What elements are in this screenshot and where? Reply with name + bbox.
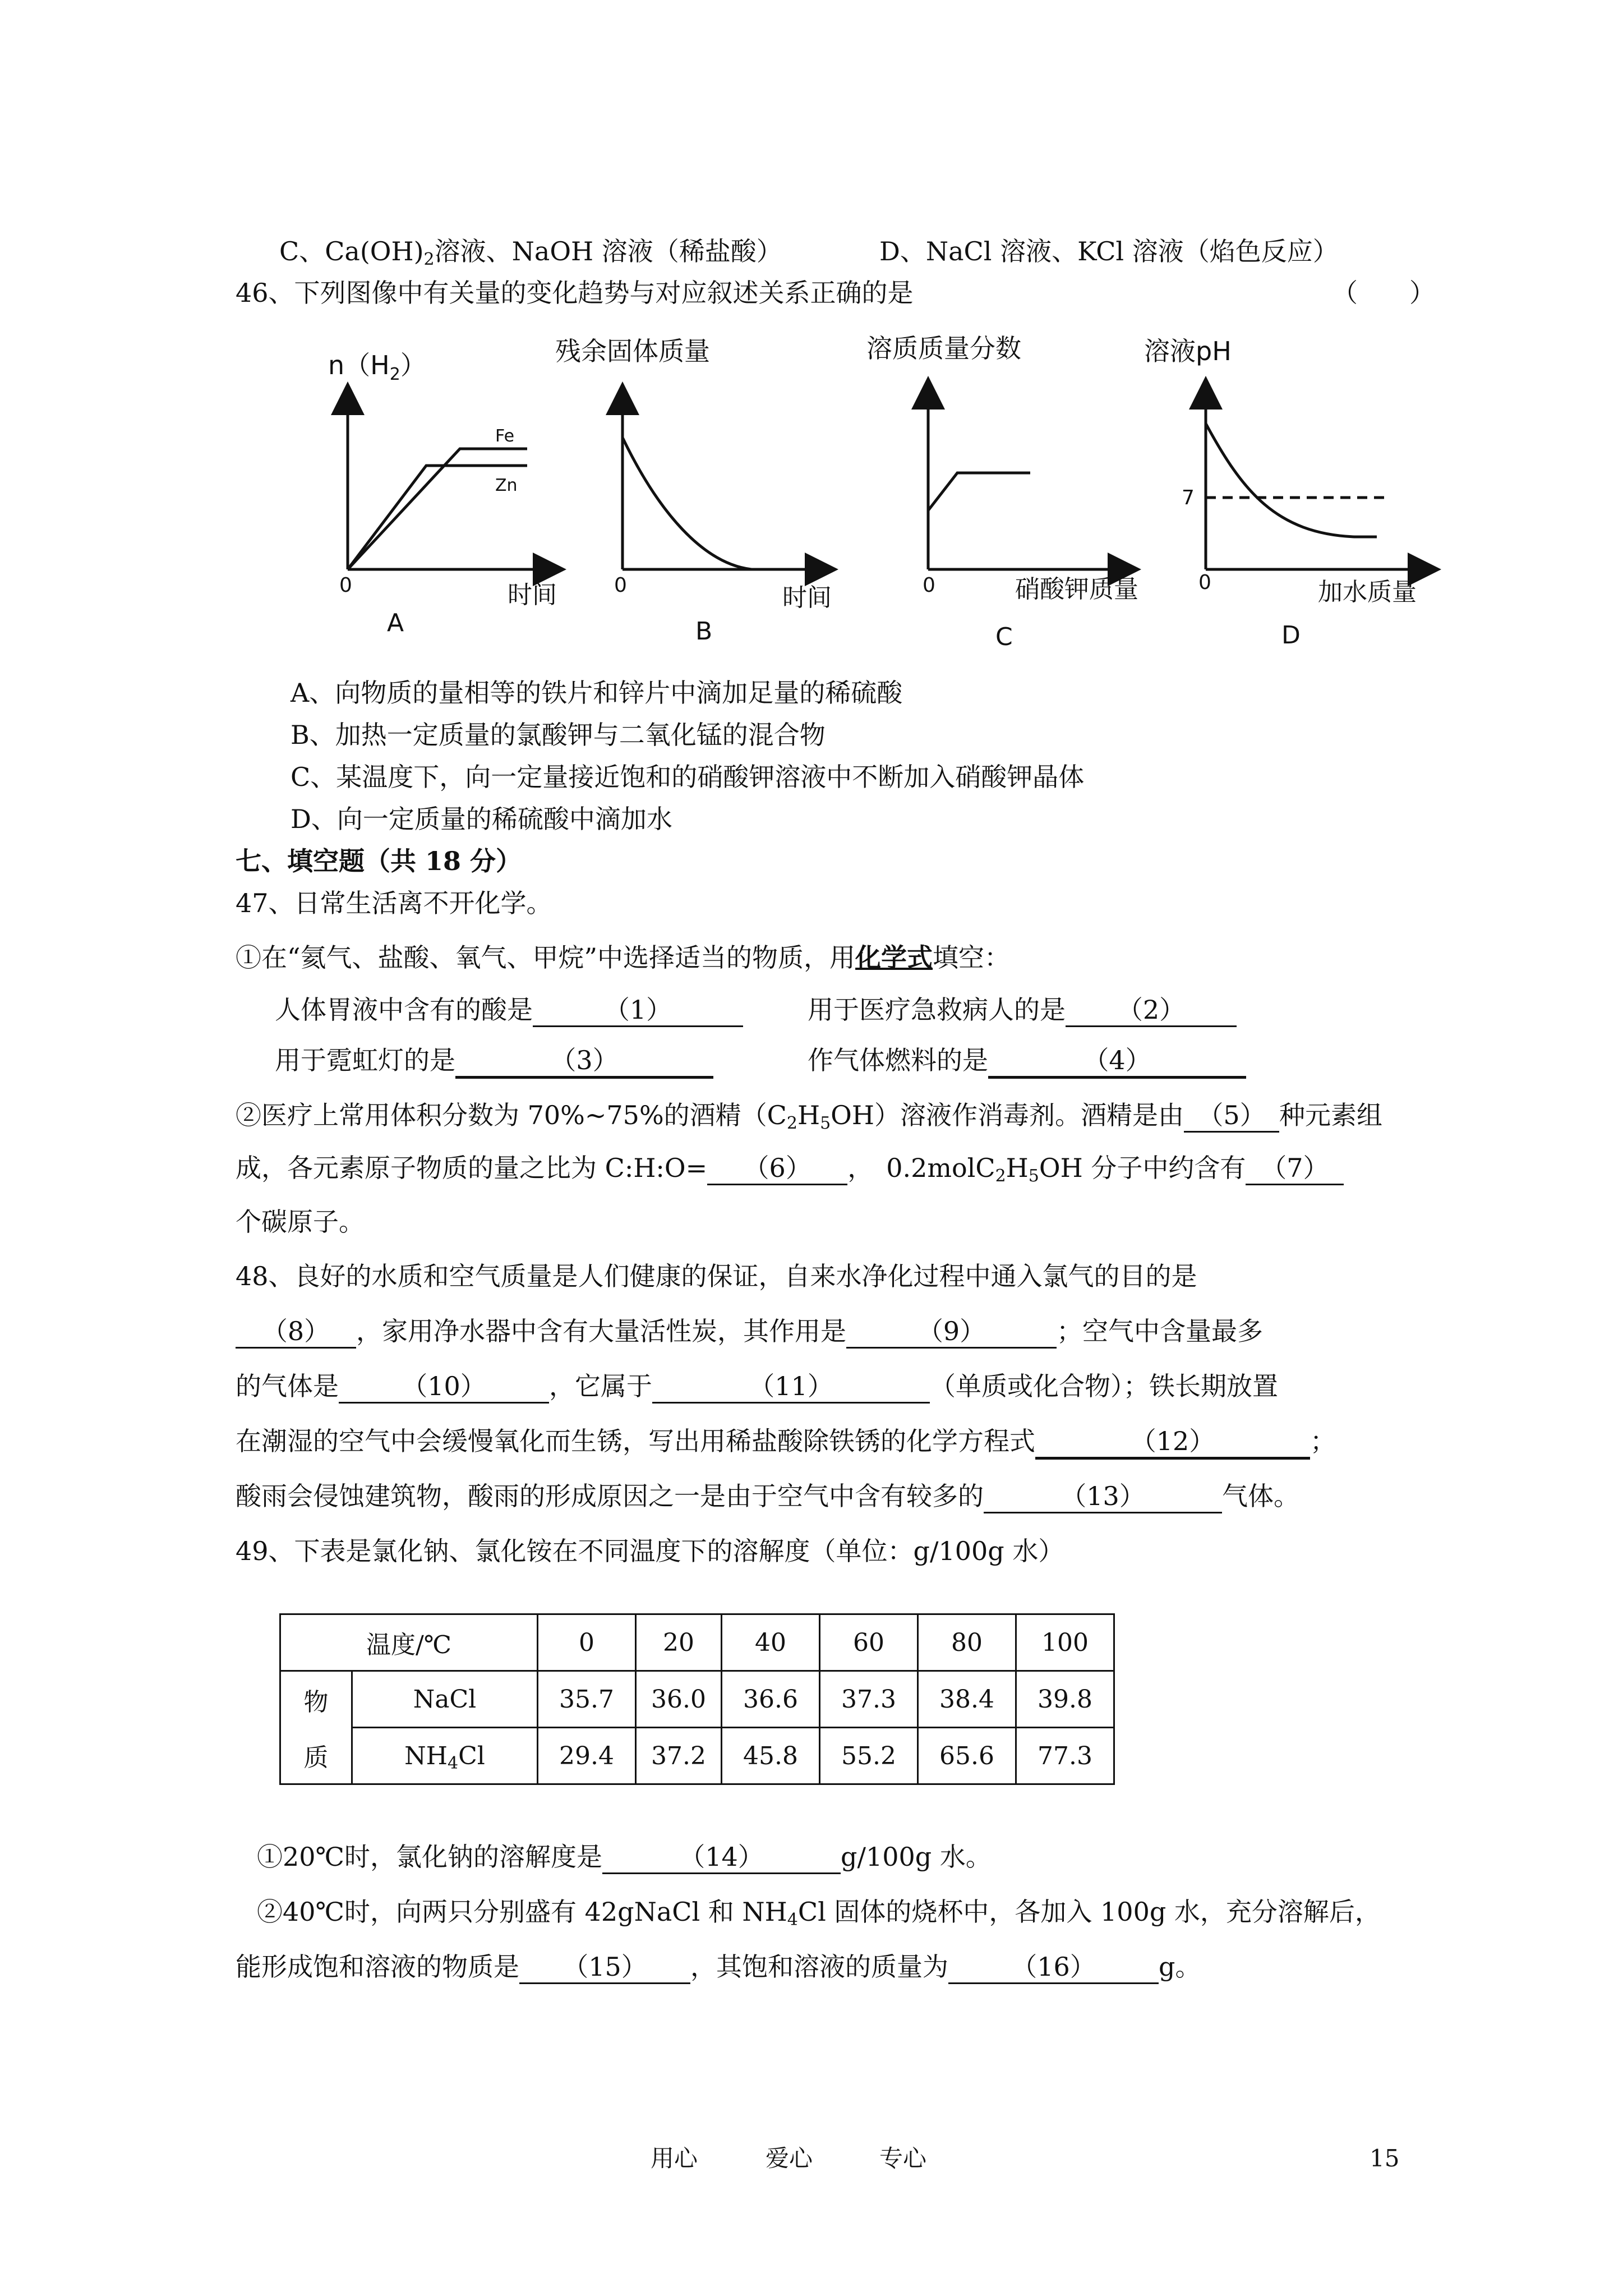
- blank-7[interactable]: （7）: [1246, 1152, 1344, 1185]
- table-cell: 37.3: [820, 1671, 918, 1728]
- graph-b-axes: [623, 398, 822, 569]
- table-header-temp: 温度/℃: [280, 1614, 538, 1671]
- q48-line3: 的气体是 （10） ，它属于 （11） （单质或化合物）；铁长期放置: [236, 1369, 1278, 1404]
- graph-c-axes: [928, 393, 1124, 569]
- blank-14[interactable]: （14）: [602, 1841, 841, 1874]
- q46-option-a: A、向物质的量相等的铁片和锌片中滴加足量的稀硫酸: [291, 678, 903, 708]
- graph-a-zn-label: Zn: [495, 476, 518, 495]
- table-substance: NaCl: [352, 1671, 538, 1728]
- table-cell: 37.2: [636, 1728, 722, 1784]
- blank-9[interactable]: （9）: [846, 1315, 1057, 1349]
- blank-3[interactable]: （3）: [455, 1045, 713, 1079]
- q46-option-b: B、加热一定质量的氯酸钾与二氧化锰的混合物: [291, 720, 826, 750]
- blank-12[interactable]: （12）: [1035, 1425, 1310, 1460]
- table-cell: 35.7: [538, 1671, 636, 1728]
- table-cell: 36.6: [722, 1671, 820, 1728]
- graph-b-caption: B: [695, 617, 713, 646]
- q49-stem: 49、下表是氯化钠、氯化铵在不同温度下的溶解度（单位：g/100g 水）: [236, 1536, 1064, 1566]
- graph-d-curve: [1206, 424, 1377, 537]
- q47-part2-line3: 个碳原子。: [236, 1207, 365, 1237]
- table-cell: 36.0: [636, 1671, 722, 1728]
- graph-a-xlabel: 时间: [508, 581, 557, 609]
- graph-a-caption: A: [387, 609, 404, 637]
- q46-graphs: [317, 328, 1455, 665]
- table-cell: 55.2: [820, 1728, 918, 1784]
- q47-part1-intro: ①在“氦气、盐酸、氧气、甲烷”中选择适当的物质，用化学式填空：: [236, 942, 1011, 973]
- solubility-table: [279, 1613, 1115, 1785]
- blank-2[interactable]: （2）: [1066, 994, 1237, 1027]
- q47-part2-line2: 成，各元素原子物质的量之比为 C:H:O= （6） ， $0.2molC_2H_5OH$ 分子中约含有 （7）: [236, 1151, 1344, 1185]
- q45-option-c: C、$Ca(OH)_2$溶液、NaOH 溶液（稀盐酸）: [279, 236, 782, 269]
- graph-b-origin: 0: [614, 574, 627, 597]
- blank-1[interactable]: （1）: [533, 994, 743, 1027]
- graph-b-curve: [623, 438, 751, 569]
- q45-option-d: D、NaCl 溶液、KCl 溶液（焰色反应）: [879, 236, 1339, 266]
- table-cell: 45.8: [722, 1728, 820, 1784]
- table-row: [280, 1671, 1114, 1728]
- q49-part1: ①20℃时，氯化钠的溶解度是 （14） g/100g 水。: [257, 1840, 992, 1874]
- table-cell: 38.4: [918, 1671, 1016, 1728]
- q48-line4: 在潮湿的空气中会缓慢氧化而生锈，写出用稀盐酸除铁锈的化学方程式 （12） ；: [236, 1424, 1336, 1460]
- graph-b-xlabel: 时间: [782, 583, 832, 612]
- blank-6[interactable]: （6）: [707, 1152, 847, 1185]
- blank-4[interactable]: （4）: [988, 1045, 1246, 1079]
- q47-line1-left: 人体胃液中含有的酸是 （1）: [275, 993, 743, 1027]
- graph-a-axes: [348, 398, 550, 569]
- q47-stem: 47、日常生活离不开化学。: [236, 888, 552, 918]
- q47-part2-line1: ②医疗上常用体积分数为 70%~75%的酒精$(C_2H_5OH)$溶液作消毒剂。酒精是由 （5） 种元素组: [236, 1100, 1382, 1133]
- q48-line5: 酸雨会侵蚀建筑物，酸雨的形成原因之一是由于空气中含有较多的 （13） 气体。: [236, 1479, 1299, 1513]
- q46-stem: 46、下列图像中有关量的变化趋势与对应叙述关系正确的是: [236, 278, 914, 308]
- graph-a-ylabel: $n(H_2)$: [328, 350, 426, 384]
- page-number: 15: [1370, 2145, 1400, 2172]
- graph-d-xlabel: 加水质量: [1318, 578, 1417, 606]
- footer-word-1: 用心: [651, 2145, 698, 2172]
- footer-word-3: 专心: [879, 2145, 927, 2172]
- q49-part2-line1: ②40℃时，向两只分别盛有 42gNaCl 和 $NH_4Cl$ 固体的烧杯中，各加入 100g 水，充分溶解后，: [257, 1897, 1381, 1930]
- table-side-label: 物: [280, 1671, 352, 1728]
- table-side-label: 质: [280, 1728, 352, 1784]
- table-cell: 77.3: [1016, 1728, 1114, 1784]
- q47-line1-right: 用于医疗急救病人的是 （2）: [808, 993, 1237, 1027]
- table-cell: 20: [636, 1614, 722, 1671]
- q49-part2-line2: 能形成饱和溶液的物质是 （15） ，其饱和溶液的质量为 （16） g。: [236, 1950, 1201, 1984]
- graph-d-ylabel: 溶液pH: [1144, 336, 1232, 366]
- graph-c-ylabel: 溶质质量分数: [866, 333, 1021, 364]
- blank-13[interactable]: （13）: [984, 1480, 1222, 1513]
- blank-10[interactable]: （10）: [339, 1370, 549, 1404]
- graph-c-line: [928, 473, 1030, 510]
- table-cell: 0: [538, 1614, 636, 1671]
- q46-option-d: D、向一定质量的稀硫酸中滴加水: [291, 804, 672, 834]
- graph-c-xlabel: 硝酸钾质量: [1015, 575, 1138, 604]
- graph-d-origin: 0: [1198, 571, 1211, 594]
- graph-a-fe-label: Fe: [495, 426, 515, 446]
- graph-a-origin: 0: [339, 574, 352, 597]
- table-cell: 100: [1016, 1614, 1114, 1671]
- q46-answer-paren: （ ）: [1332, 278, 1435, 308]
- table-cell: 60: [820, 1614, 918, 1671]
- blank-11[interactable]: （11）: [652, 1370, 930, 1404]
- q47-line2-right: 作气体燃料的是 （4）: [808, 1043, 1246, 1079]
- table-cell: 29.4: [538, 1728, 636, 1784]
- graph-d-tick7: 7: [1182, 486, 1195, 509]
- graph-d-caption: D: [1281, 621, 1301, 650]
- blank-8[interactable]: （8）: [236, 1315, 356, 1349]
- graph-d-axes: [1206, 393, 1424, 569]
- q48-line2: （8） ，家用净水器中含有大量活性炭，其作用是 （9） ；空气中含量最多: [236, 1314, 1263, 1349]
- blank-5[interactable]: （5）: [1184, 1099, 1279, 1133]
- blank-15[interactable]: （15）: [519, 1951, 690, 1984]
- q46-option-c: C、某温度下，向一定量接近饱和的硝酸钾溶液中不断加入硝酸钾晶体: [291, 762, 1085, 792]
- table-cell: 65.6: [918, 1728, 1016, 1784]
- footer-word-2: 爱心: [766, 2145, 813, 2172]
- table-row: [280, 1728, 1114, 1784]
- blank-16[interactable]: （16）: [948, 1951, 1159, 1984]
- table-cell: 80: [918, 1614, 1016, 1671]
- table-cell: 40: [722, 1614, 820, 1671]
- table-header-row: [280, 1614, 1114, 1671]
- graph-b-ylabel: 残余固体质量: [555, 336, 710, 366]
- table-cell: 39.8: [1016, 1671, 1114, 1728]
- graph-c-origin: 0: [923, 574, 935, 597]
- q48-line1: 48、良好的水质和空气质量是人们健康的保证，自来水净化过程中通入氯气的目的是: [236, 1261, 1197, 1291]
- section-title: 七、填空题（共 18 分）: [236, 846, 522, 876]
- graph-c-caption: C: [995, 623, 1013, 651]
- table-substance: $NH_4Cl$: [352, 1728, 538, 1784]
- q47-line2-left: 用于霓虹灯的是 （3）: [275, 1043, 713, 1079]
